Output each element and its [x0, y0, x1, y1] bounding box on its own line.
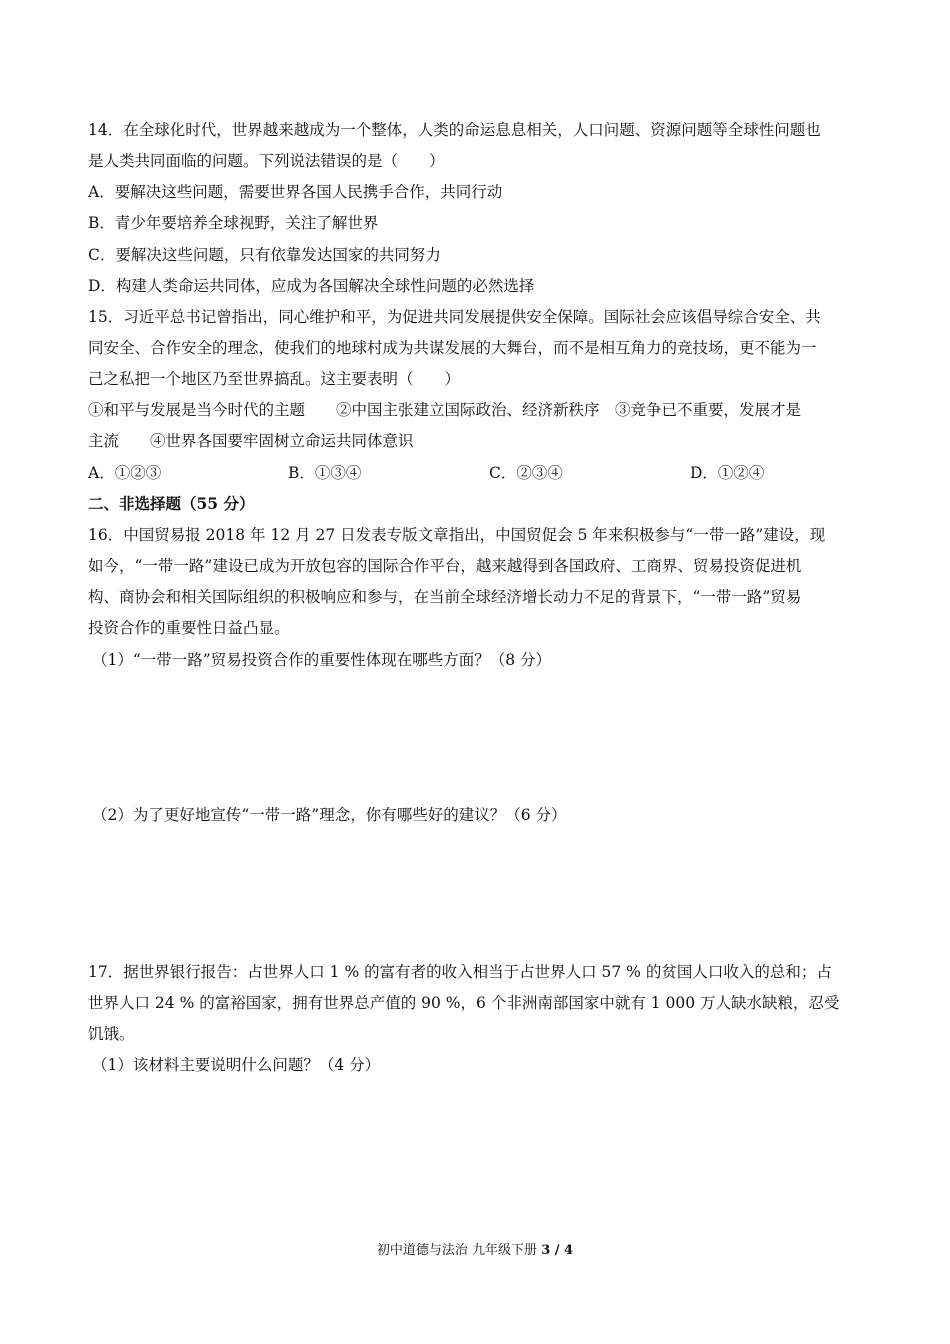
q17-stem-line-1: 17．据世界银行报告：占世界人口 1 % 的富有者的收入相当于占世界人口 57 % 的贫国人口收入的总和；占 [88, 963, 832, 981]
q17-stem-line-3: 饥饿。 [88, 1025, 135, 1043]
q14-option-b: B．青少年要培养全球视野，关注了解世界 [88, 214, 379, 232]
q14-option-d: D．构建人类命运共同体，应成为各国解决全球性问题的必然选择 [88, 277, 535, 295]
q15-option-a: A．①②③ [88, 464, 162, 482]
page-number: 3 / 4 [541, 1243, 574, 1258]
q16-stem-line-4: 投资合作的重要性日益凸显。 [88, 619, 290, 637]
q15-statements-line-2: 主流 ④世界各国要牢固树立命运共同体意识 [88, 432, 414, 450]
footer-course-label: 初中道德与法治 九年级下册 [376, 1243, 542, 1258]
q16-stem-line-3: 构、商协会和相关国际组织的积极响应和参与，在当前全球经济增长动力不足的背景下，“一带一路”贸易 [88, 588, 802, 606]
q14-option-a: A．要解决这些问题，需要世界各国人民携手合作，共同行动 [88, 183, 503, 201]
q16-stem-line-2: 如今，“一带一路”建设已成为开放包容的国际合作平台，越来越得到各国政府、工商界、贸易投资促进机 [88, 557, 802, 575]
q15-option-c: C．②③④ [489, 464, 563, 482]
q15-stem-line-3: 己之私把一个地区乃至世界搞乱。这主要表明（ ） [88, 370, 461, 388]
section-heading: 二、非选择题（55 分） [88, 494, 255, 513]
q14-option-c: C．要解决这些问题，只有依靠发达国家的共同努力 [88, 246, 441, 264]
q15-option-b: B．①③④ [288, 464, 362, 482]
q15-statements-line-1: ①和平与发展是当今时代的主题 ②中国主张建立国际政治、经济新秩序 ③竞争已不重要，发展才是 [88, 401, 802, 419]
q16-subquestion-1: （1）“一带一路”贸易投资合作的重要性体现在哪些方面？（8 分） [92, 651, 552, 669]
q14-stem-line-2: 是人类共同面临的问题。下列说法错误的是（ ） [88, 152, 445, 170]
q15-stem-line-2: 同安全、合作安全的理念，使我们的地球村成为共谋发展的大舞台，而不是相互角力的竞技场，更不能为一 [88, 339, 817, 357]
page-footer [0, 1242, 950, 1260]
q15-stem-line-1: 15．习近平总书记曾指出，同心维护和平，为促进共同发展提供安全保障。国际社会应该倡导综合安全、共 [88, 308, 821, 326]
q16-subquestion-2: （2）为了更好地宣传“一带一路”理念，你有哪些好的建议？（6 分） [92, 806, 567, 824]
q16-stem-line-1: 16．中国贸易报 2018 年 12 月 27 日发表专版文章指出，中国贸促会 5 年来积极参与“一带一路”建设，现 [88, 526, 826, 544]
q15-option-d: D．①②④ [690, 464, 765, 482]
q17-stem-line-2: 世界人口 24 % 的富裕国家，拥有世界总产值的 90 %，6 个非洲南部国家中就有 1 000 万人缺水缺粮，忍受 [88, 994, 840, 1012]
q17-subquestion-1: （1）该材料主要说明什么问题？（4 分） [92, 1056, 381, 1074]
q14-stem-line-1: 14．在全球化时代，世界越来越成为一个整体，人类的命运息息相关，人口问题、资源问题等全球性问题也 [88, 121, 821, 139]
